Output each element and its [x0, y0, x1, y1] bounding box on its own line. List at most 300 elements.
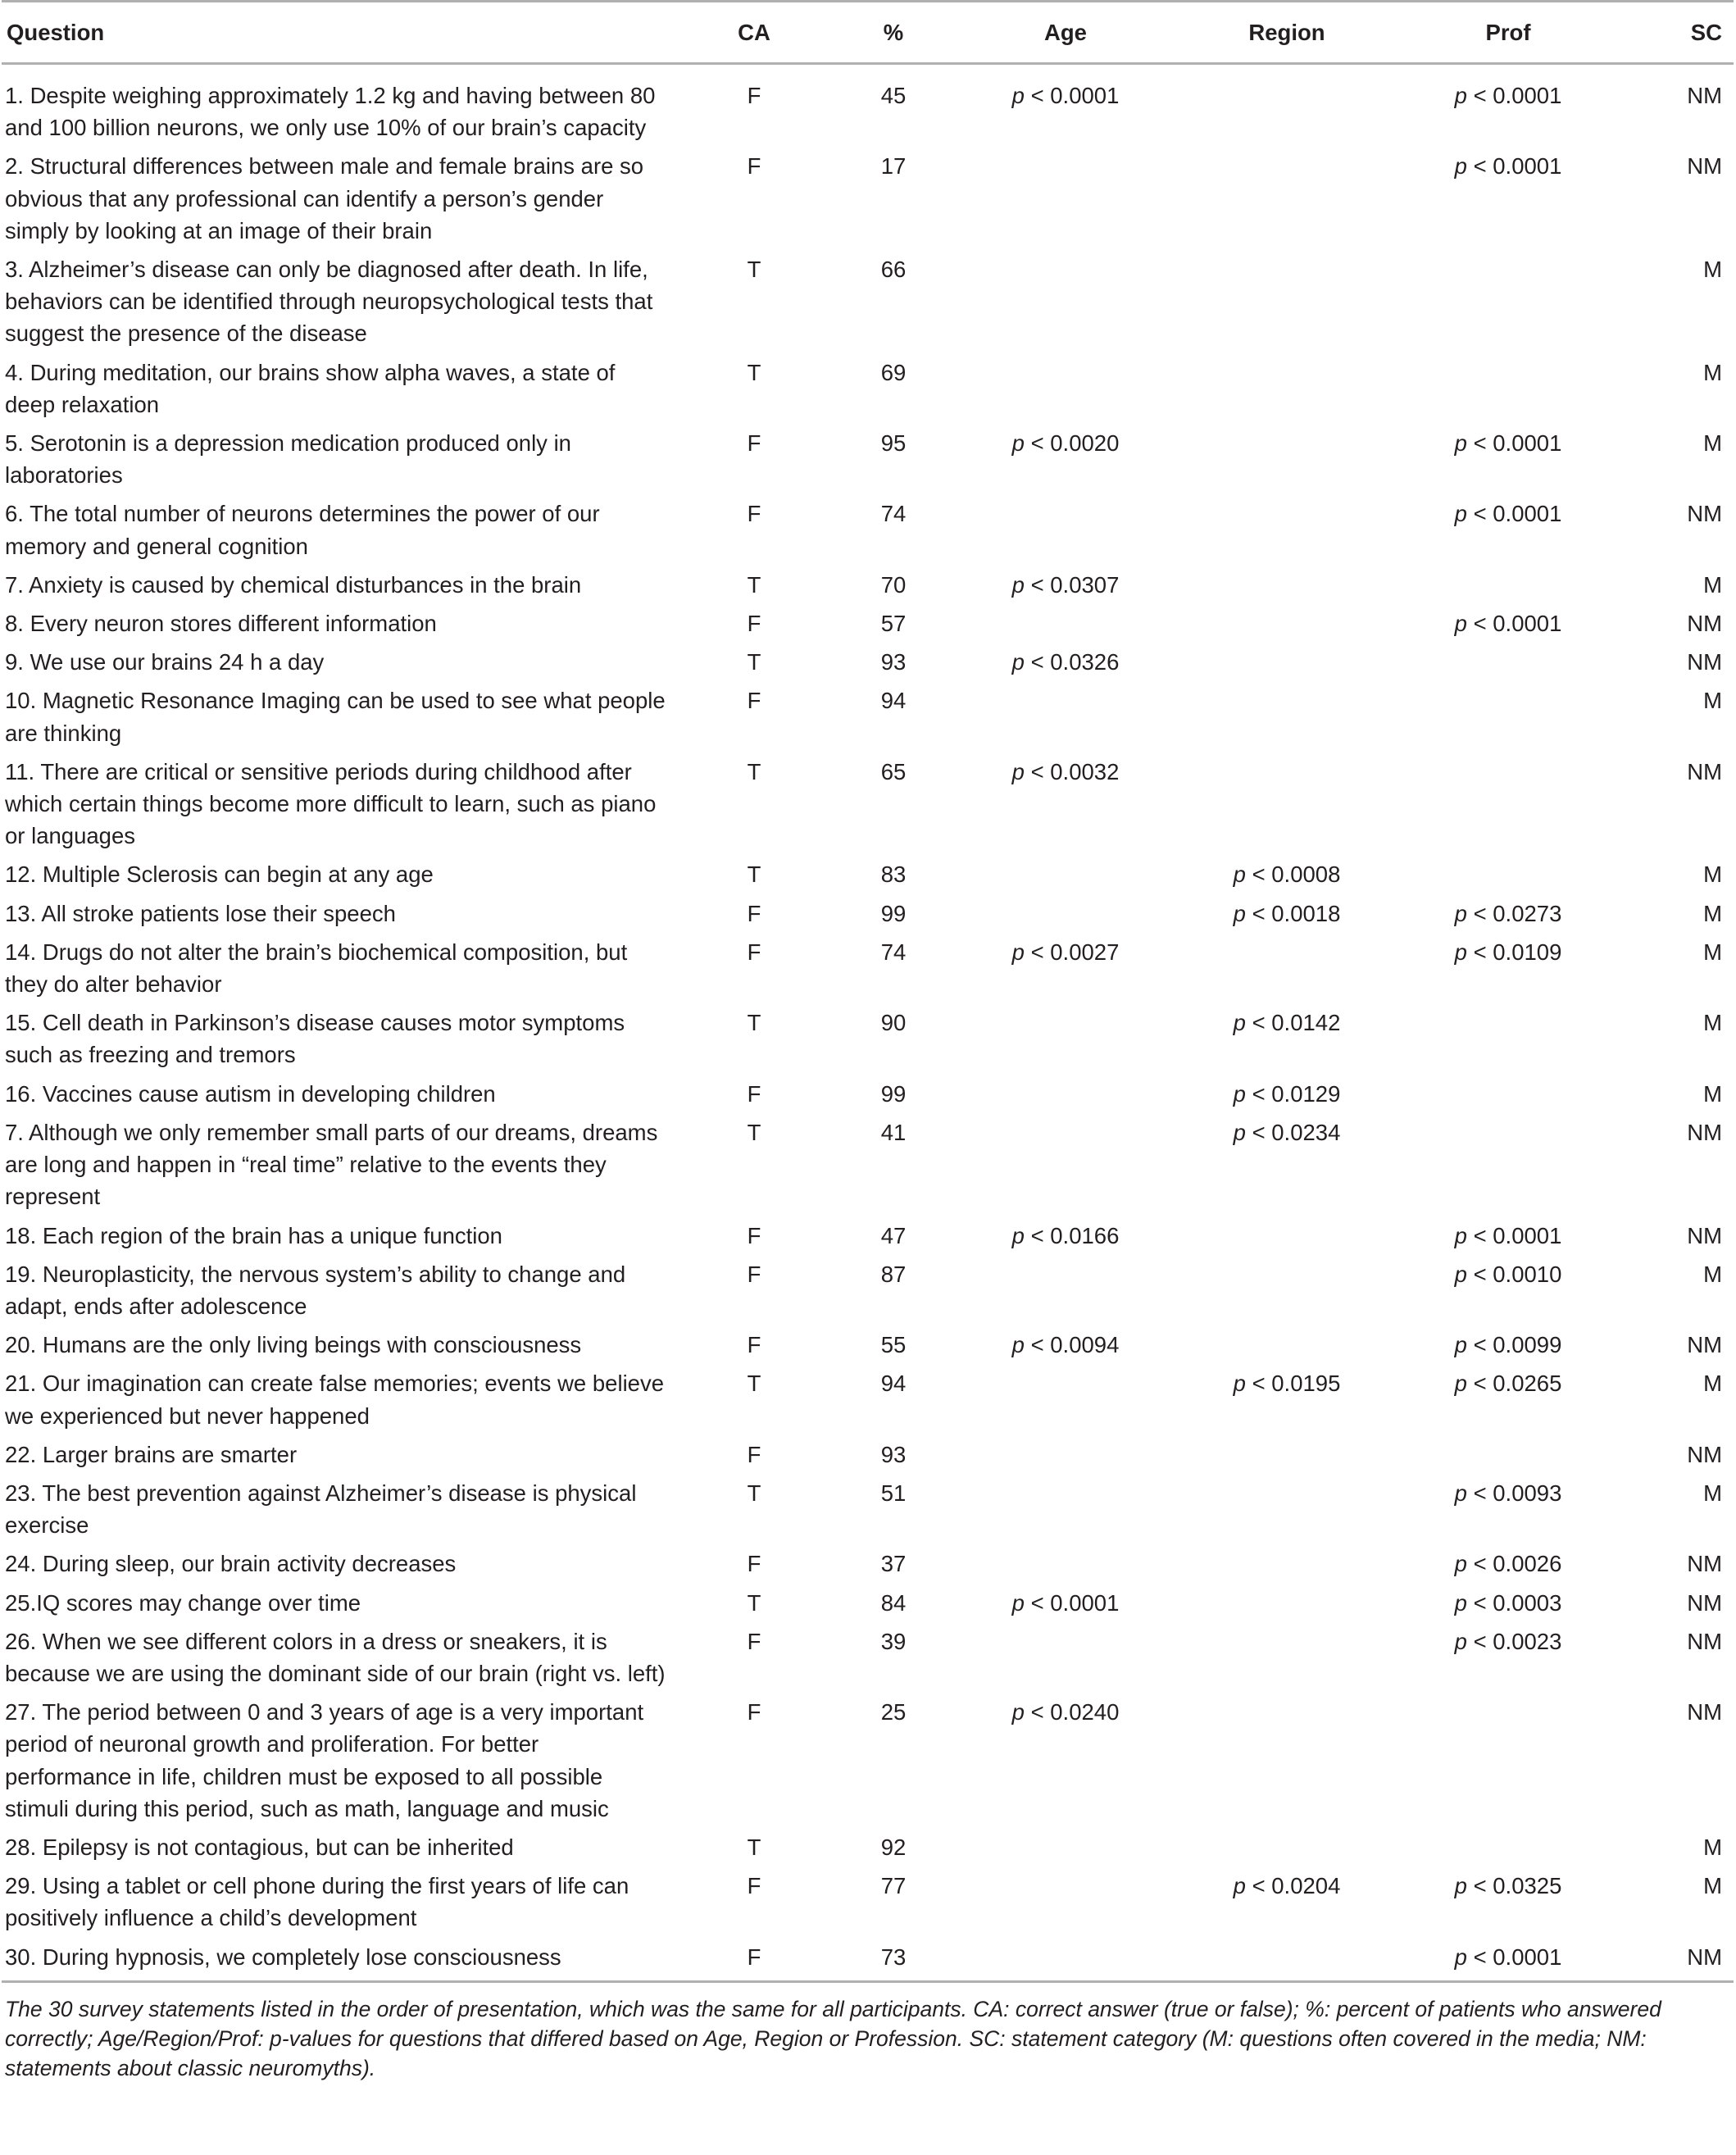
cell-age-pvalue: [955, 607, 1176, 646]
cell-question: 24. During sleep, our brain activity decreases: [5, 1551, 457, 1577]
p-value: < 0.0195: [1252, 1371, 1341, 1397]
table-row: [2, 1696, 1734, 1831]
cell-question: 20. Humans are the only living beings with consciousness: [5, 1332, 582, 1358]
cell-age-pvalue: [955, 357, 1176, 427]
table-row: [2, 607, 1734, 646]
cell-region-pvalue: [1176, 253, 1397, 357]
p-value: < 0.0001: [1473, 83, 1562, 108]
p-symbol: p: [1454, 1944, 1467, 1970]
cell-sc: NM: [1687, 501, 1722, 527]
cell-age-pvalue: [955, 898, 1176, 936]
cell-percent: 90: [880, 1010, 907, 1036]
table-row: [2, 684, 1734, 755]
p-symbol: p: [1233, 1010, 1246, 1036]
cell-prof-pvalue: [1397, 1587, 1619, 1625]
p-value: < 0.0001: [1030, 1589, 1120, 1616]
header-ca: CA: [676, 2, 832, 64]
cell-region-pvalue: [1176, 1587, 1397, 1625]
cell-region-pvalue: [1176, 1439, 1397, 1477]
cell-region-pvalue: [1176, 1477, 1397, 1548]
cell-prof-pvalue: [1397, 646, 1619, 684]
cell-prof-pvalue: [1397, 1696, 1619, 1831]
cell-question: 19. Neuroplasticity, the nervous system’s ability to change and adapt, ends after adolescence: [5, 1261, 626, 1319]
p-value: < 0.0001: [1473, 153, 1562, 180]
p-symbol: p: [1454, 1261, 1467, 1287]
cell-question: 5. Serotonin is a depression medication produced only in laboratories: [5, 430, 571, 489]
cell-age-pvalue: [955, 936, 1176, 1007]
p-symbol: p: [1233, 1371, 1246, 1397]
cell-region-pvalue: [1176, 1329, 1397, 1367]
cell-percent: 93: [880, 649, 907, 675]
cell-percent: 57: [880, 611, 907, 637]
p-value: < 0.0142: [1252, 1010, 1341, 1036]
cell-percent: 66: [880, 257, 907, 283]
cell-region-pvalue: [1176, 1870, 1397, 1940]
cell-prof-pvalue: [1397, 150, 1619, 253]
table-row: [2, 357, 1734, 427]
table-row: [2, 858, 1734, 897]
cell-percent: 74: [880, 501, 907, 527]
table-row: [2, 1587, 1734, 1625]
p-symbol: p: [1233, 1119, 1246, 1145]
cell-ca: F: [747, 1080, 761, 1107]
cell-question: 21. Our imagination can create false memories; events we believe we experienced but never happened: [5, 1371, 665, 1429]
p-symbol: p: [1454, 1332, 1467, 1358]
cell-age-pvalue: [955, 1548, 1176, 1586]
cell-prof-pvalue: [1397, 1329, 1619, 1367]
cell-percent: 95: [880, 430, 907, 457]
cell-percent: 74: [880, 939, 907, 965]
p-value: < 0.0001: [1473, 1222, 1562, 1248]
cell-sc: NM: [1687, 83, 1722, 108]
p-value: < 0.0273: [1473, 900, 1562, 926]
cell-prof-pvalue: [1397, 684, 1619, 755]
cell-age-pvalue: [955, 1367, 1176, 1438]
table-body: [2, 64, 1734, 1980]
cell-region-pvalue: [1176, 1258, 1397, 1329]
cell-question: 23. The best prevention against Alzheimer’s disease is physical exercise: [5, 1480, 637, 1539]
cell-prof-pvalue: [1397, 1625, 1619, 1696]
cell-ca: F: [747, 611, 761, 637]
cell-age-pvalue: [955, 1870, 1176, 1940]
p-value: < 0.0008: [1252, 862, 1341, 888]
cell-age-pvalue: [955, 1439, 1176, 1477]
cell-region-pvalue: [1176, 898, 1397, 936]
cell-sc: NM: [1687, 1944, 1722, 1970]
p-symbol: p: [1011, 1222, 1025, 1248]
p-value: < 0.0001: [1473, 611, 1562, 637]
cell-age-pvalue: [955, 253, 1176, 357]
cell-age-pvalue: [955, 646, 1176, 684]
cell-ca: F: [747, 501, 761, 527]
cell-ca: F: [747, 83, 761, 108]
cell-sc: M: [1703, 939, 1722, 965]
p-value: < 0.0027: [1030, 939, 1120, 965]
cell-prof-pvalue: [1397, 1477, 1619, 1548]
cell-question: 9. We use our brains 24 h a day: [5, 649, 325, 675]
p-value: < 0.0129: [1252, 1080, 1341, 1107]
p-value: < 0.0307: [1030, 571, 1120, 598]
p-value: < 0.0020: [1030, 430, 1120, 457]
p-symbol: p: [1233, 1873, 1246, 1899]
cell-question: 25.IQ scores may change over time: [5, 1589, 361, 1616]
cell-sc: M: [1703, 1834, 1722, 1860]
cell-prof-pvalue: [1397, 427, 1619, 498]
cell-region-pvalue: [1176, 936, 1397, 1007]
p-symbol: p: [1454, 1480, 1467, 1506]
table-row: [2, 898, 1734, 936]
p-value: < 0.0204: [1252, 1873, 1341, 1899]
cell-age-pvalue: [955, 1625, 1176, 1696]
cell-ca: F: [747, 1873, 761, 1899]
cell-region-pvalue: [1176, 64, 1397, 151]
cell-question: 12. Multiple Sclerosis can begin at any age: [5, 862, 434, 888]
p-value: < 0.0001: [1030, 83, 1120, 108]
cell-percent: 51: [880, 1480, 907, 1506]
cell-question: 7. Although we only remember small parts of our dreams, dreams are long and happen in “real time” relative to the events they represent: [5, 1119, 658, 1210]
p-symbol: p: [1454, 430, 1467, 457]
cell-region-pvalue: [1176, 1367, 1397, 1438]
cell-prof-pvalue: [1397, 569, 1619, 607]
cell-question: 26. When we see different colors in a dress or sneakers, it is because we are using the dominant side of our brain (right vs. left): [5, 1628, 666, 1686]
cell-ca: T: [747, 1119, 761, 1145]
cell-sc: NM: [1687, 1551, 1722, 1577]
table-row: [2, 498, 1734, 568]
p-value: < 0.0325: [1473, 1873, 1562, 1899]
cell-percent: 99: [880, 1080, 907, 1107]
cell-ca: F: [747, 688, 761, 714]
p-symbol: p: [1011, 758, 1025, 784]
p-value: < 0.0026: [1473, 1551, 1562, 1577]
cell-region-pvalue: [1176, 607, 1397, 646]
cell-percent: 69: [880, 359, 907, 385]
cell-region-pvalue: [1176, 1116, 1397, 1220]
cell-sc: M: [1703, 1261, 1722, 1287]
cell-question: 1. Despite weighing approximately 1.2 kg and having between 80 and 100 billion neurons, we only use 10% of our brain’s capacity: [5, 83, 656, 141]
p-value: < 0.0326: [1030, 649, 1120, 675]
p-value: < 0.0094: [1030, 1332, 1120, 1358]
cell-question: 3. Alzheimer’s disease can only be diagnosed after death. In life, behaviors can be identified through neuropsychological tests that suggest the presence of the disease: [5, 257, 653, 347]
cell-sc: M: [1703, 359, 1722, 385]
cell-prof-pvalue: [1397, 1116, 1619, 1220]
cell-region-pvalue: [1176, 150, 1397, 253]
p-symbol: p: [1011, 83, 1025, 108]
cell-ca: T: [747, 1589, 761, 1616]
table-row: [2, 1831, 1734, 1870]
cell-question: 28. Epilepsy is not contagious, but can be inherited: [5, 1834, 514, 1860]
table-row: [2, 1329, 1734, 1367]
cell-question: 14. Drugs do not alter the brain’s biochemical composition, but they do alter behavior: [5, 939, 628, 998]
cell-region-pvalue: [1176, 498, 1397, 568]
header-region: Region: [1176, 2, 1397, 64]
p-symbol: p: [1454, 1589, 1467, 1616]
cell-age-pvalue: [955, 684, 1176, 755]
cell-ca: T: [747, 359, 761, 385]
cell-prof-pvalue: [1397, 607, 1619, 646]
p-value: < 0.0001: [1473, 1944, 1562, 1970]
p-value: < 0.0099: [1473, 1332, 1562, 1358]
p-value: < 0.0032: [1030, 758, 1120, 784]
cell-age-pvalue: [955, 1007, 1176, 1077]
cell-sc: NM: [1687, 1332, 1722, 1358]
cell-question: 15. Cell death in Parkinson’s disease causes motor symptoms such as freezing and tremors: [5, 1010, 625, 1068]
cell-prof-pvalue: [1397, 1439, 1619, 1477]
cell-prof-pvalue: [1397, 1258, 1619, 1329]
cell-percent: 73: [880, 1944, 907, 1970]
cell-age-pvalue: [955, 498, 1176, 568]
header-prof: Prof: [1397, 2, 1619, 64]
p-symbol: p: [1454, 1222, 1467, 1248]
cell-question: 4. During meditation, our brains show alpha waves, a state of deep relaxation: [5, 359, 616, 417]
table-row: [2, 1220, 1734, 1258]
cell-age-pvalue: [955, 150, 1176, 253]
p-symbol: p: [1011, 571, 1025, 598]
cell-ca: F: [747, 430, 761, 457]
cell-region-pvalue: [1176, 1220, 1397, 1258]
p-symbol: p: [1011, 1699, 1025, 1725]
table-row: [2, 1078, 1734, 1116]
cell-percent: 41: [880, 1119, 907, 1145]
survey-table: [2, 0, 1734, 1980]
cell-prof-pvalue: [1397, 1007, 1619, 1077]
cell-prof-pvalue: [1397, 756, 1619, 859]
p-symbol: p: [1454, 939, 1467, 965]
p-symbol: p: [1233, 862, 1246, 888]
cell-question: 18. Each region of the brain has a unique function: [5, 1222, 502, 1248]
p-symbol: p: [1011, 939, 1025, 965]
table-row: [2, 1548, 1734, 1586]
cell-prof-pvalue: [1397, 898, 1619, 936]
cell-percent: 37: [880, 1551, 907, 1577]
p-symbol: p: [1454, 1371, 1467, 1397]
cell-sc: M: [1703, 1010, 1722, 1036]
cell-age-pvalue: [955, 1329, 1176, 1367]
cell-age-pvalue: [955, 1258, 1176, 1329]
cell-question: 8. Every neuron stores different information: [5, 611, 437, 637]
cell-region-pvalue: [1176, 1625, 1397, 1696]
cell-region-pvalue: [1176, 427, 1397, 498]
cell-prof-pvalue: [1397, 498, 1619, 568]
header-age: Age: [955, 2, 1176, 64]
cell-ca: T: [747, 862, 761, 888]
p-symbol: p: [1233, 1080, 1246, 1107]
cell-question: 13. All stroke patients lose their speech: [5, 900, 396, 926]
p-symbol: p: [1454, 153, 1467, 180]
cell-percent: 84: [880, 1589, 907, 1616]
cell-percent: 55: [880, 1332, 907, 1358]
cell-percent: 70: [880, 571, 907, 598]
header-question: Question: [2, 2, 676, 64]
cell-prof-pvalue: [1397, 1220, 1619, 1258]
p-value: < 0.0001: [1473, 501, 1562, 527]
table-row: [2, 253, 1734, 357]
cell-sc: NM: [1687, 1589, 1722, 1616]
cell-region-pvalue: [1176, 858, 1397, 897]
cell-ca: F: [747, 153, 761, 180]
cell-region-pvalue: [1176, 646, 1397, 684]
table-row: [2, 1477, 1734, 1548]
cell-ca: F: [747, 1222, 761, 1248]
cell-question: 7. Anxiety is caused by chemical disturbances in the brain: [5, 571, 582, 598]
cell-region-pvalue: [1176, 1831, 1397, 1870]
cell-sc: M: [1703, 1371, 1722, 1397]
cell-question: 2. Structural differences between male and female brains are so obvious that any professional can identify a person’s gender simply by looking at an image of their brain: [5, 153, 644, 243]
p-symbol: p: [1011, 1589, 1025, 1616]
cell-ca: T: [747, 257, 761, 283]
cell-prof-pvalue: [1397, 1831, 1619, 1870]
cell-age-pvalue: [955, 1220, 1176, 1258]
cell-prof-pvalue: [1397, 1870, 1619, 1940]
cell-percent: 92: [880, 1834, 907, 1860]
cell-ca: F: [747, 1944, 761, 1970]
cell-percent: 99: [880, 900, 907, 926]
header-percent: %: [832, 2, 955, 64]
table-row: [2, 1258, 1734, 1329]
cell-prof-pvalue: [1397, 858, 1619, 897]
cell-prof-pvalue: [1397, 936, 1619, 1007]
cell-prof-pvalue: [1397, 357, 1619, 427]
cell-percent: 65: [880, 758, 907, 784]
table-footnote: The 30 survey statements listed in the order of presentation, which was the same for all participants. CA: correct answer (true or false); %: percent of patients who answered correctly; Age/Region/Prof: p-values for questions that differed based on Age, Region or Profession. SC: statement category (M: questions often covered in the media; NM: statements about classic neuromyths).: [2, 1980, 1734, 2083]
cell-percent: 87: [880, 1261, 907, 1287]
cell-age-pvalue: [955, 569, 1176, 607]
cell-age-pvalue: [955, 1696, 1176, 1831]
table-row: [2, 756, 1734, 859]
p-value: < 0.0003: [1473, 1589, 1562, 1616]
cell-ca: F: [747, 1261, 761, 1287]
cell-percent: 45: [880, 83, 907, 108]
p-value: < 0.0240: [1030, 1699, 1120, 1725]
p-symbol: p: [1454, 900, 1467, 926]
table-row: [2, 1625, 1734, 1696]
cell-ca: T: [747, 649, 761, 675]
cell-sc: M: [1703, 862, 1722, 888]
p-symbol: p: [1454, 1873, 1467, 1899]
cell-sc: NM: [1687, 649, 1722, 675]
p-symbol: p: [1454, 501, 1467, 527]
cell-region-pvalue: [1176, 1548, 1397, 1586]
cell-percent: 83: [880, 862, 907, 888]
p-value: < 0.0010: [1473, 1261, 1562, 1287]
p-symbol: p: [1011, 430, 1025, 457]
cell-sc: NM: [1687, 1119, 1722, 1145]
cell-sc: M: [1703, 900, 1722, 926]
cell-region-pvalue: [1176, 357, 1397, 427]
cell-question: 30. During hypnosis, we completely lose consciousness: [5, 1944, 561, 1970]
cell-age-pvalue: [955, 427, 1176, 498]
cell-age-pvalue: [955, 756, 1176, 859]
cell-sc: NM: [1687, 1222, 1722, 1248]
cell-percent: 93: [880, 1441, 907, 1467]
table-row: [2, 1941, 1734, 1980]
cell-percent: 94: [880, 1371, 907, 1397]
cell-percent: 94: [880, 688, 907, 714]
p-symbol: p: [1011, 1332, 1025, 1358]
p-value: < 0.0018: [1252, 900, 1341, 926]
p-value: < 0.0093: [1473, 1480, 1562, 1506]
cell-region-pvalue: [1176, 569, 1397, 607]
cell-ca: F: [747, 1699, 761, 1725]
p-value: < 0.0166: [1030, 1222, 1120, 1248]
cell-ca: F: [747, 1551, 761, 1577]
cell-percent: 39: [880, 1628, 907, 1654]
cell-percent: 25: [880, 1699, 907, 1725]
header-sc: SC: [1619, 2, 1734, 64]
cell-sc: NM: [1687, 1441, 1722, 1467]
cell-sc: M: [1703, 571, 1722, 598]
cell-sc: NM: [1687, 1628, 1722, 1654]
cell-age-pvalue: [955, 1587, 1176, 1625]
p-symbol: p: [1454, 1551, 1467, 1577]
cell-prof-pvalue: [1397, 1941, 1619, 1980]
table-row: [2, 1439, 1734, 1477]
p-value: < 0.0109: [1473, 939, 1562, 965]
cell-sc: M: [1703, 257, 1722, 283]
table-row: [2, 150, 1734, 253]
cell-age-pvalue: [955, 1831, 1176, 1870]
cell-question: 11. There are critical or sensitive periods during childhood after which certain things become more difficult to learn, such as piano or languages: [5, 758, 657, 849]
cell-ca: F: [747, 1441, 761, 1467]
cell-region-pvalue: [1176, 1941, 1397, 1980]
cell-prof-pvalue: [1397, 253, 1619, 357]
cell-ca: T: [747, 758, 761, 784]
cell-sc: NM: [1687, 758, 1722, 784]
cell-age-pvalue: [955, 858, 1176, 897]
cell-region-pvalue: [1176, 756, 1397, 859]
cell-ca: F: [747, 939, 761, 965]
cell-ca: T: [747, 571, 761, 598]
cell-ca: T: [747, 1010, 761, 1036]
p-value: < 0.0001: [1473, 430, 1562, 457]
cell-sc: M: [1703, 430, 1722, 457]
cell-sc: NM: [1687, 1699, 1722, 1725]
cell-ca: F: [747, 1332, 761, 1358]
p-value: < 0.0023: [1473, 1628, 1562, 1654]
p-value: < 0.0234: [1252, 1119, 1341, 1145]
table-row: [2, 936, 1734, 1007]
cell-sc: NM: [1687, 153, 1722, 180]
header-row: [2, 2, 1734, 64]
cell-ca: T: [747, 1834, 761, 1860]
cell-question: 29. Using a tablet or cell phone during the first years of life can positively influence a child’s development: [5, 1873, 629, 1931]
cell-percent: 17: [880, 153, 907, 180]
cell-ca: F: [747, 900, 761, 926]
cell-sc: M: [1703, 1480, 1722, 1506]
cell-ca: T: [747, 1371, 761, 1397]
cell-prof-pvalue: [1397, 64, 1619, 151]
p-symbol: p: [1454, 1628, 1467, 1654]
cell-region-pvalue: [1176, 684, 1397, 755]
cell-sc: M: [1703, 1873, 1722, 1899]
table-row: [2, 64, 1734, 151]
table-row: [2, 569, 1734, 607]
cell-question: 22. Larger brains are smarter: [5, 1441, 298, 1467]
cell-ca: T: [747, 1480, 761, 1506]
p-symbol: p: [1011, 649, 1025, 675]
cell-age-pvalue: [955, 1477, 1176, 1548]
cell-age-pvalue: [955, 64, 1176, 151]
cell-ca: F: [747, 1628, 761, 1654]
p-value: < 0.0265: [1473, 1371, 1562, 1397]
table-row: [2, 1007, 1734, 1077]
table-row: [2, 1367, 1734, 1438]
cell-question: 16. Vaccines cause autism in developing children: [5, 1080, 496, 1107]
p-symbol: p: [1454, 83, 1467, 108]
cell-prof-pvalue: [1397, 1078, 1619, 1116]
cell-prof-pvalue: [1397, 1548, 1619, 1586]
cell-sc: M: [1703, 1080, 1722, 1107]
cell-question: 27. The period between 0 and 3 years of age is a very important period of neuronal growth and proliferation. For better performance in life, children must be exposed to all possible stimuli during this period, such as math, language and music: [5, 1699, 644, 1821]
